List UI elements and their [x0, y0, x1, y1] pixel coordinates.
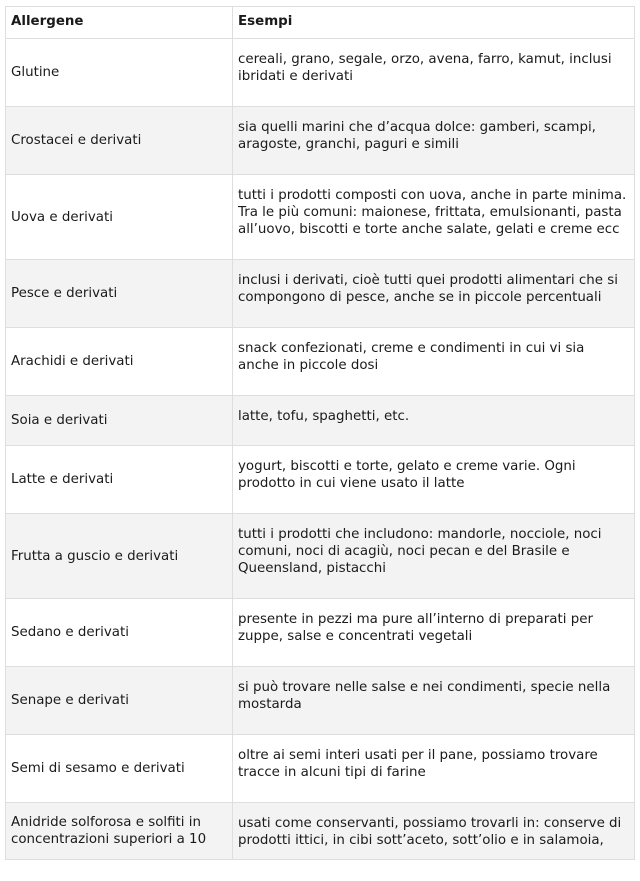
- table-row: [6, 446, 635, 514]
- table-row: [6, 514, 635, 599]
- allergen-cell: Glutine: [6, 39, 233, 107]
- allergen-cell: Frutta a guscio e derivati: [6, 514, 233, 599]
- header-allergen: Allergene: [6, 7, 233, 39]
- table-row: [6, 599, 635, 667]
- examples-cell: usati come conservanti, possiamo trovarli in: conserve di prodotti ittici, in cibi sott’aceto, sott’olio e in salamoia,: [233, 803, 635, 860]
- table-row: [6, 39, 635, 107]
- table-row: [6, 107, 635, 175]
- table-row: [6, 175, 635, 260]
- examples-cell: yogurt, biscotti e torte, gelato e creme varie. Ogni prodotto in cui viene usato il latte: [233, 446, 635, 514]
- allergen-cell: Senape e derivati: [6, 667, 233, 735]
- table-row: [6, 260, 635, 328]
- table-row: [6, 396, 635, 446]
- allergen-cell: Anidride solforosa e solfiti in concentrazioni superiori a 10: [6, 803, 233, 860]
- allergen-cell: Semi di sesamo e derivati: [6, 735, 233, 803]
- allergen-cell: Uova e derivati: [6, 175, 233, 260]
- examples-cell: tutti i prodotti che includono: mandorle, nocciole, noci comuni, noci di acagiù, noci pecan e del Brasile e Queensland, pistacchi: [233, 514, 635, 599]
- allergen-cell: Pesce e derivati: [6, 260, 233, 328]
- allergen-table: [5, 6, 635, 860]
- examples-cell: inclusi i derivati, cioè tutti quei prodotti alimentari che si compongono di pesce, anche se in piccole percentuali: [233, 260, 635, 328]
- table-row: [6, 328, 635, 396]
- table-header-row: [6, 7, 635, 39]
- table-row: [6, 667, 635, 735]
- examples-cell: sia quelli marini che d’acqua dolce: gamberi, scampi, aragoste, granchi, paguri e simili: [233, 107, 635, 175]
- header-examples: Esempi: [233, 7, 635, 39]
- allergen-cell: Soia e derivati: [6, 396, 233, 446]
- examples-cell: latte, tofu, spaghetti, etc.: [233, 396, 635, 446]
- table-row: [6, 803, 635, 860]
- examples-cell: tutti i prodotti composti con uova, anche in parte minima. Tra le più comuni: maionese, frittata, emulsionanti, pasta all’uovo, biscotti e torte anche salate, gelati e creme ecc: [233, 175, 635, 260]
- allergen-cell: Latte e derivati: [6, 446, 233, 514]
- table-row: [6, 735, 635, 803]
- examples-cell: presente in pezzi ma pure all’interno di preparati per zuppe, salse e concentrati vegetali: [233, 599, 635, 667]
- examples-cell: cereali, grano, segale, orzo, avena, farro, kamut, inclusi ibridati e derivati: [233, 39, 635, 107]
- examples-cell: snack confezionati, creme e condimenti in cui vi sia anche in piccole dosi: [233, 328, 635, 396]
- allergen-cell: Sedano e derivati: [6, 599, 233, 667]
- examples-cell: oltre ai semi interi usati per il pane, possiamo trovare tracce in alcuni tipi di farine: [233, 735, 635, 803]
- examples-cell: si può trovare nelle salse e nei condimenti, specie nella mostarda: [233, 667, 635, 735]
- allergen-cell: Crostacei e derivati: [6, 107, 233, 175]
- allergen-cell: Arachidi e derivati: [6, 328, 233, 396]
